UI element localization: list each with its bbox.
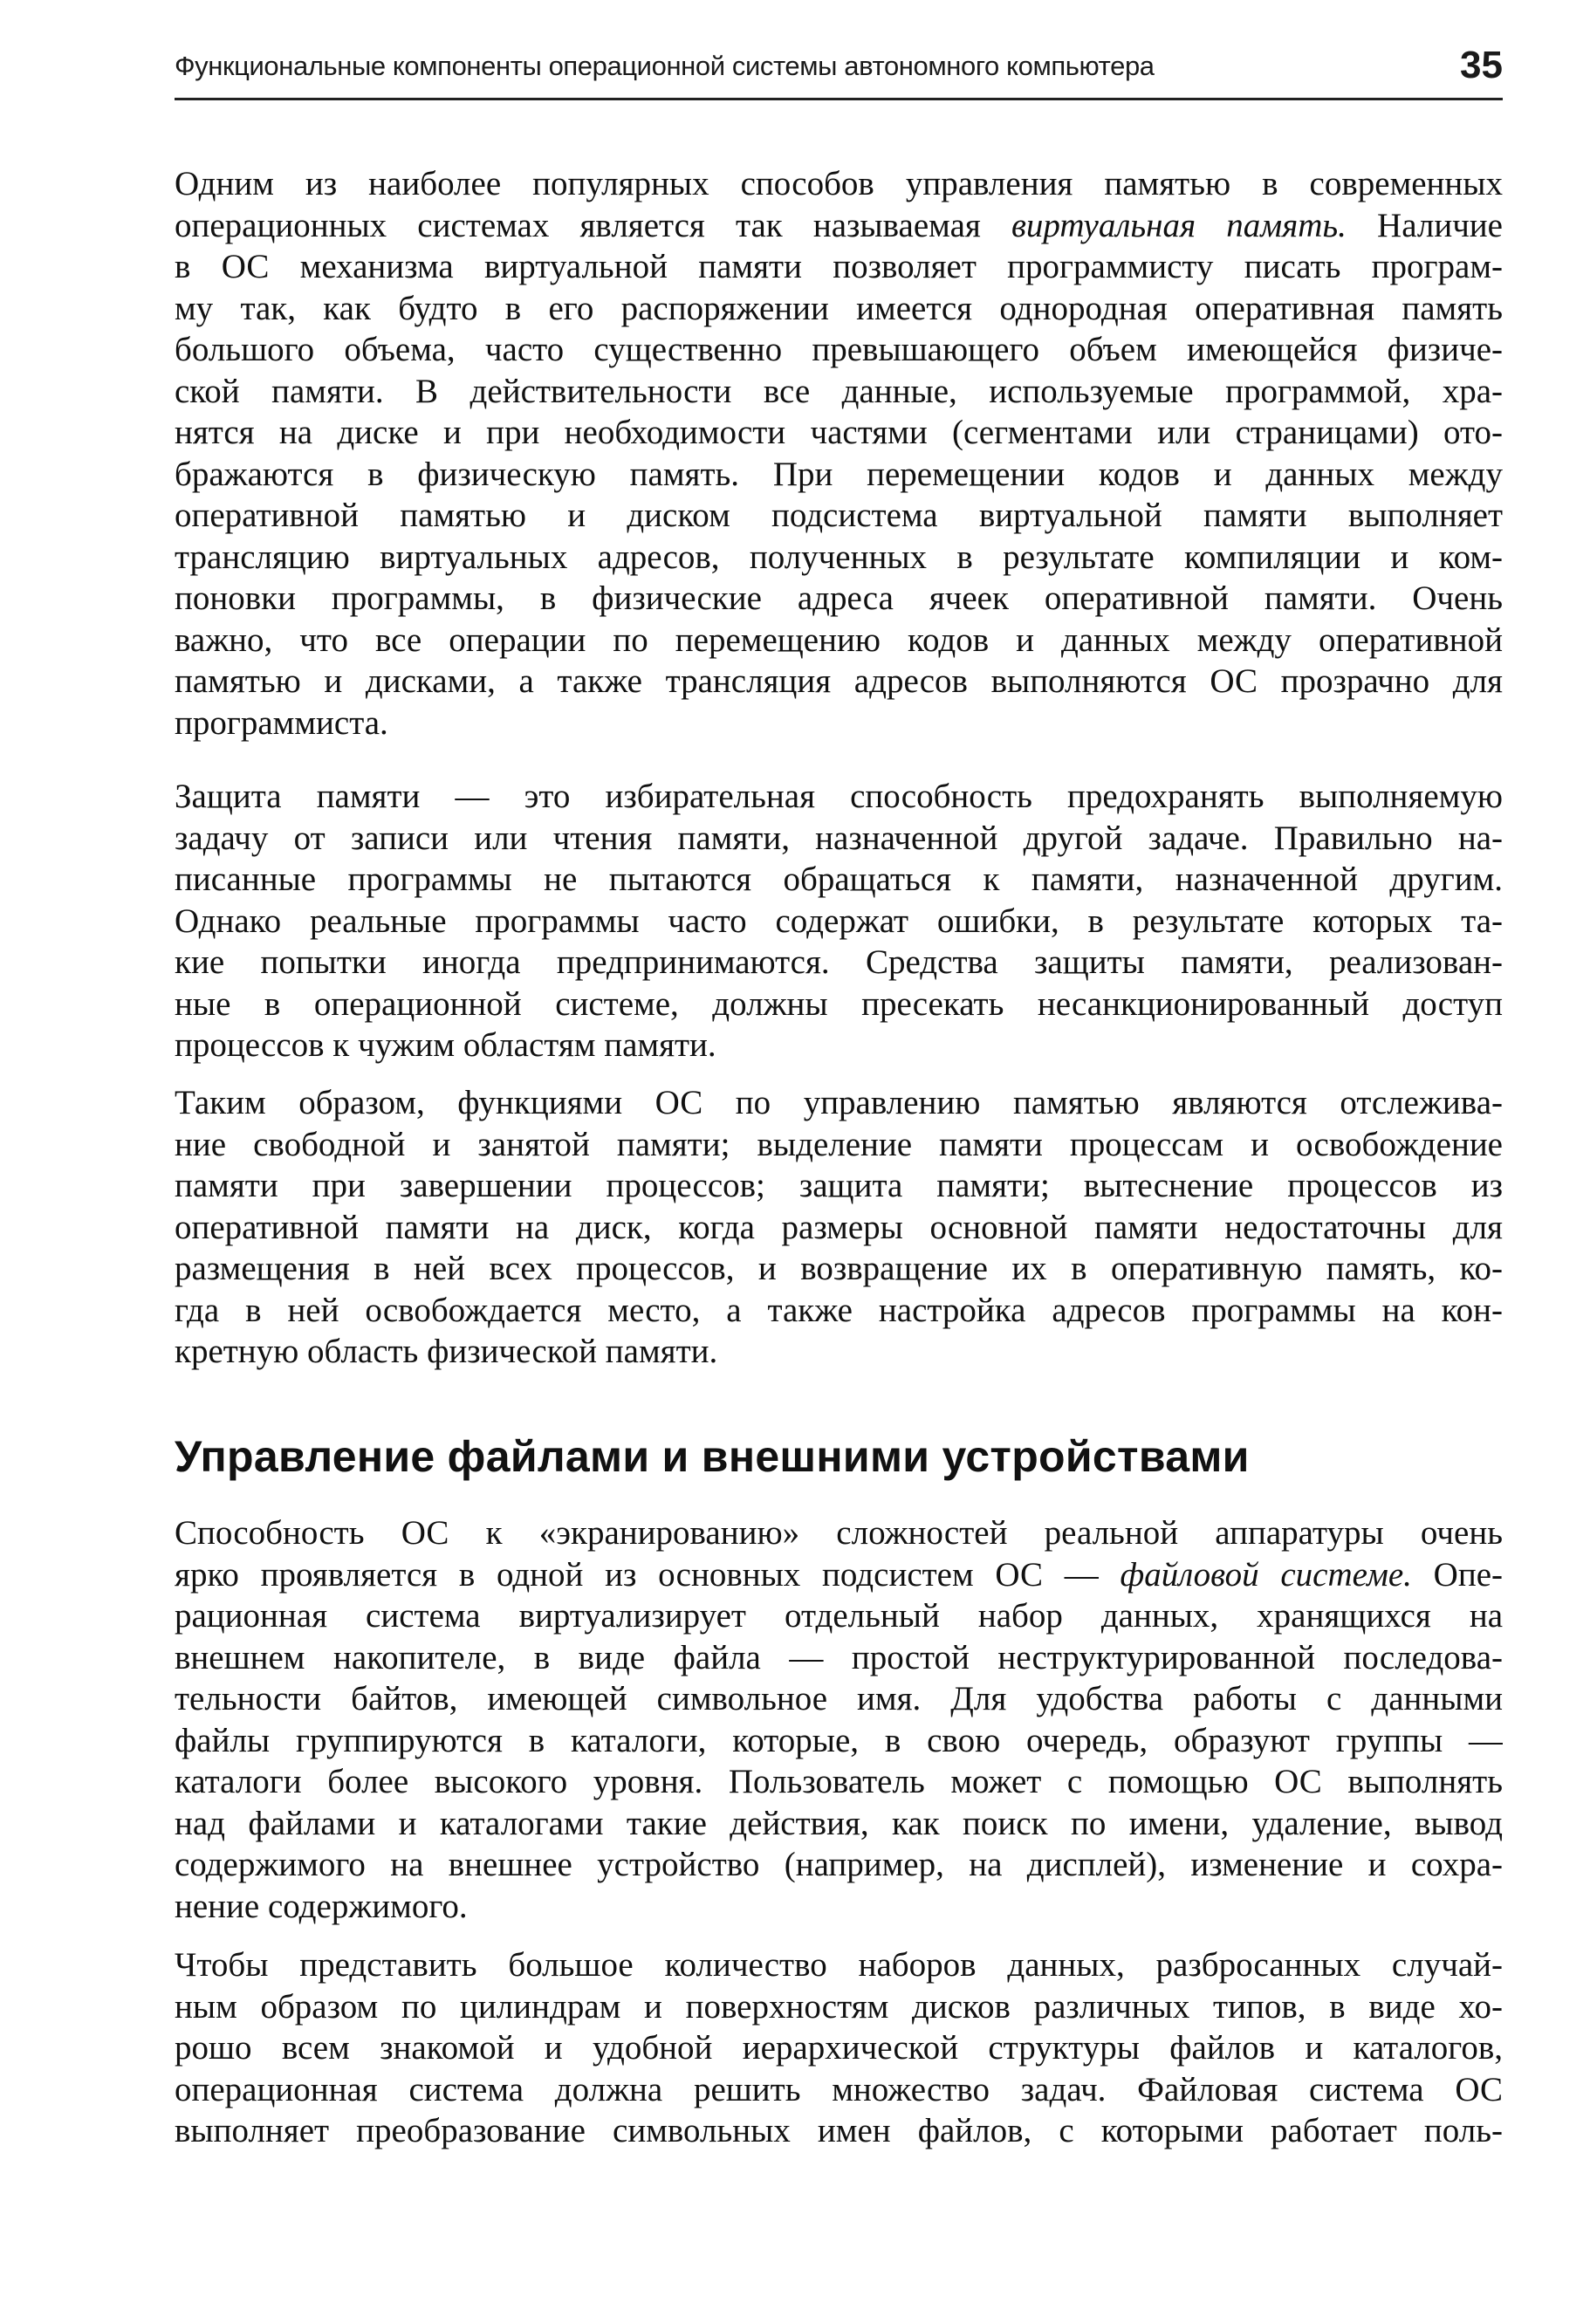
text-line <box>175 901 1503 943</box>
text-segment: содержимого на внешнее устройство (например, на дисплей), изменение и сохра- <box>175 1846 1503 1883</box>
text-segment: ской памяти. В действительности все данные, используемые программой, хра- <box>175 372 1503 410</box>
paragraph-virtual-memory <box>175 163 1503 744</box>
text-line <box>175 288 1503 330</box>
text-line <box>175 859 1503 901</box>
text-segment: нение содержимого. <box>175 1887 468 1925</box>
text-line <box>175 1678 1503 1720</box>
text-line <box>175 163 1503 205</box>
text-line <box>175 371 1503 413</box>
text-segment: в ОС механизма виртуальной памяти позволяет программисту писать програм- <box>175 248 1503 285</box>
text-line <box>175 1331 1503 1373</box>
text-line <box>175 578 1503 620</box>
text-segment: Чтобы представить большое количество наборов данных, разбросанных случай- <box>175 1946 1503 1984</box>
text-segment: файлы группируются в каталоги, которые, в свою очередь, образуют группы — <box>175 1721 1503 1759</box>
text-segment: операционная система должна решить множество задач. Файловая система ОС <box>175 2070 1503 2108</box>
text-line <box>175 1637 1503 1679</box>
header-divider <box>175 98 1503 100</box>
text-segment: Одним из наиболее популярных способов управления памятью в современных <box>175 165 1503 202</box>
text-line <box>175 703 1503 744</box>
text-line <box>175 1844 1503 1886</box>
text-segment: писанные программы не пытаются обращаться к памяти, назначенной другим. <box>175 860 1503 898</box>
text-line <box>175 1025 1503 1066</box>
text-line <box>175 1986 1503 2028</box>
text-line <box>175 246 1503 288</box>
paragraph-file-system <box>175 1512 1503 1927</box>
text-segment: над файлами и каталогами такие действия, как поиск по имени, удаление, вывод <box>175 1804 1503 1842</box>
text-segment: кие попытки иногда предпринимаются. Средства защиты памяти, реализован- <box>175 943 1503 981</box>
text-segment: Защита памяти — это избирательная способность предохранять выполняемую <box>175 778 1503 815</box>
text-line <box>175 412 1503 454</box>
text-line <box>175 329 1503 371</box>
text-segment: тельности байтов, имеющей символьное имя. Для удобства работы с данными <box>175 1680 1503 1717</box>
text-line <box>175 1248 1503 1290</box>
paragraph-memory-functions <box>175 1082 1503 1373</box>
text-segment: задачу от записи или чтения памяти, назначенной другой задаче. Правильно на- <box>175 819 1503 857</box>
text-line <box>175 1554 1503 1596</box>
text-segment: большого объема, часто существенно превышающего объем имеющейся физиче- <box>175 331 1503 368</box>
text-segment: му так, как будто в его распоряжении имеется однородная оперативная память <box>175 289 1503 327</box>
text-segment: оперативной памяти на диск, когда размеры основной памяти недостаточны для <box>175 1208 1503 1246</box>
text-line <box>175 1290 1503 1332</box>
text-segment: важно, что все операции по перемещению кодов и данных между оперативной <box>175 620 1503 659</box>
text-line <box>175 1595 1503 1637</box>
text-line <box>175 1803 1503 1845</box>
text-line <box>175 495 1503 537</box>
text-segment: памятью и дисками, а также трансляция адресов выполняются ОС прозрачно для <box>175 662 1503 700</box>
paragraph-memory-protection <box>175 776 1503 1066</box>
text-segment: поновки программы, в физические адреса ячеек оперативной памяти. Очень <box>175 579 1503 617</box>
text-line <box>175 2110 1503 2152</box>
text-segment: внешнем накопителе, в виде файла — простой неструктурированной последова- <box>175 1638 1503 1676</box>
running-header: Функциональные компоненты операционной системы автономного компьютера <box>175 51 1155 81</box>
text-segment: памяти при завершении процессов; защита памяти; вытеснение процессов из <box>175 1167 1503 1204</box>
text-segment: гда в ней освобождается место, а также настройка адресов программы на кон- <box>175 1291 1503 1329</box>
text-line <box>175 2069 1503 2111</box>
paragraph-file-hierarchy <box>175 1944 1503 2152</box>
text-line <box>175 661 1503 703</box>
text-line <box>175 1165 1503 1207</box>
text-line <box>175 1944 1503 1986</box>
text-line <box>175 942 1503 984</box>
text-line <box>175 1512 1503 1554</box>
text-line <box>175 205 1503 247</box>
text-segment: Наличие <box>1346 206 1503 244</box>
emphasized-term: виртуальная память. <box>1011 206 1347 244</box>
emphasized-term: файловой системе. <box>1120 1555 1412 1594</box>
text-line <box>175 1720 1503 1762</box>
text-segment: ярко проявляется в одной из основных подсистем ОС — <box>175 1555 1121 1594</box>
text-segment: операционных системах является так называемая <box>175 206 1011 244</box>
text-line <box>175 1886 1503 1928</box>
text-segment: нятся на диске и при необходимости частями (сегментами или страницами) ото- <box>175 414 1503 451</box>
page-number: 35 <box>1460 44 1503 86</box>
text-line <box>175 818 1503 860</box>
text-line <box>175 537 1503 579</box>
text-segment: рошо всем знакомой и удобной иерархической структуры файлов и каталогов, <box>175 2029 1503 2067</box>
text-segment: ные в операционной системе, должны пресекать несанкционированный доступ <box>175 984 1503 1023</box>
text-segment: Таким образом, функциями ОС по управлению памятью являются отслежива- <box>175 1084 1503 1121</box>
text-segment: ным образом по цилиндрам и поверхностям дисков различных типов, в виде хо- <box>175 1987 1503 2026</box>
text-segment: Опе- <box>1411 1555 1503 1594</box>
text-segment: размещения в ней всех процессов, и возвращение их в оперативную память, ко- <box>175 1250 1503 1287</box>
text-segment: бражаются в физическую память. При перемещении кодов и данных между <box>175 455 1503 493</box>
text-segment: ние свободной и занятой памяти; выделение памяти процессам и освобождение <box>175 1125 1503 1163</box>
text-segment: рационная система виртуализирует отдельный набор данных, хранящихся на <box>175 1597 1503 1635</box>
text-segment: программиста. <box>175 703 388 742</box>
section-heading: Управление файлами и внешними устройствами <box>175 1432 1250 1481</box>
text-segment: кретную область физической памяти. <box>175 1333 718 1370</box>
text-line <box>175 1207 1503 1249</box>
text-line <box>175 1124 1503 1166</box>
text-segment: Способность ОС к «экранированию» сложностей реальной аппаратуры очень <box>175 1514 1503 1552</box>
text-segment: процессов к чужим областям памяти. <box>175 1026 716 1064</box>
text-segment: трансляцию виртуальных адресов, полученных в результате компиляции и ком- <box>175 538 1503 576</box>
text-line <box>175 620 1503 662</box>
text-line <box>175 1082 1503 1124</box>
text-segment: оперативной памятью и диском подсистема виртуальной памяти выполняет <box>175 497 1503 534</box>
text-line <box>175 984 1503 1025</box>
text-segment: Однако реальные программы часто содержат ошибки, в результате которых та- <box>175 901 1503 940</box>
text-line <box>175 1761 1503 1803</box>
text-segment: каталоги более высокого уровня. Пользователь может с помощью ОС выполнять <box>175 1763 1503 1800</box>
text-line <box>175 2027 1503 2069</box>
text-line <box>175 454 1503 496</box>
text-line <box>175 776 1503 818</box>
text-segment: выполняет преобразование символьных имен файлов, с которыми работает поль- <box>175 2112 1503 2149</box>
